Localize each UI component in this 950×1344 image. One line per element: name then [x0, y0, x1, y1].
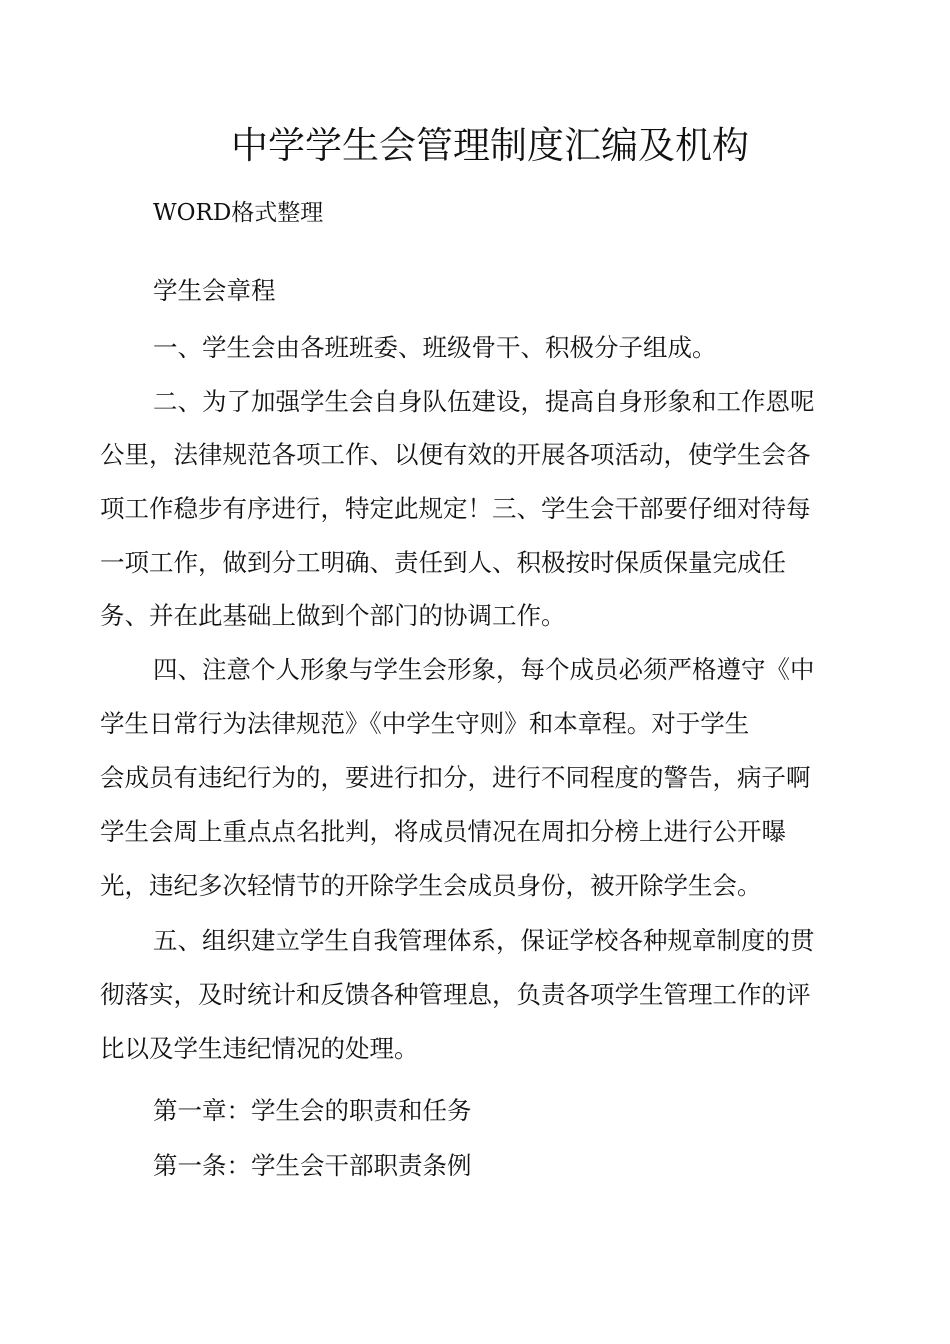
paragraph-line: 学生日常行为法律规范》《中学生守则》和本章程。对于学生	[100, 709, 750, 738]
paragraph-line: 四、注意个人形象与学生会形象，每个成员必须严格遵守《中	[153, 655, 815, 684]
paragraph-line: 光，违纪多次轻情节的开除学生会成员身份，被开除学生会。	[100, 871, 762, 900]
paragraph-line: 二、为了加强学生会自身队伍建设，提高自身形象和工作恩呢	[153, 387, 815, 416]
document-title: 中学学生会管理制度汇编及机构	[231, 124, 749, 167]
paragraph-line: 学生会周上重点点名批判，将成员情况在周扣分榜上进行公开曝	[100, 817, 786, 846]
paragraph-line: 务、并在此基础上做到个部门的协调工作。	[100, 601, 566, 630]
document-subtitle: WORD格式整理	[153, 200, 324, 226]
section-heading: 学生会章程	[153, 276, 276, 305]
paragraph-line: 彻落实，及时统计和反馈各种管理息，负责各项学生管理工作的评	[100, 980, 811, 1009]
paragraph-line: 一项工作，做到分工明确、责任到人、积极按时保质保量完成任	[100, 548, 786, 577]
paragraph-line: 比以及学生违纪情况的处理。	[100, 1034, 419, 1063]
paragraph-line: 项工作稳步有序进行，特定此规定！三、学生会干部要仔细对待每	[100, 494, 811, 523]
article-heading: 第一条：学生会干部职责条例	[153, 1151, 472, 1180]
paragraph-line: 五、组织建立学生自我管理体系，保证学校各种规章制度的贯	[153, 926, 815, 955]
paragraph-line: 公里，法律规范各项工作、以便有效的开展各项活动，使学生会各	[100, 440, 811, 469]
chapter-heading: 第一章：学生会的职责和任务	[153, 1096, 472, 1125]
paragraph-line: 一、学生会由各班班委、班级骨干、积极分子组成。	[153, 333, 717, 362]
paragraph-line: 会成员有违纪行为的，要进行扣分，进行不同程度的警告，病子啊	[100, 763, 811, 792]
